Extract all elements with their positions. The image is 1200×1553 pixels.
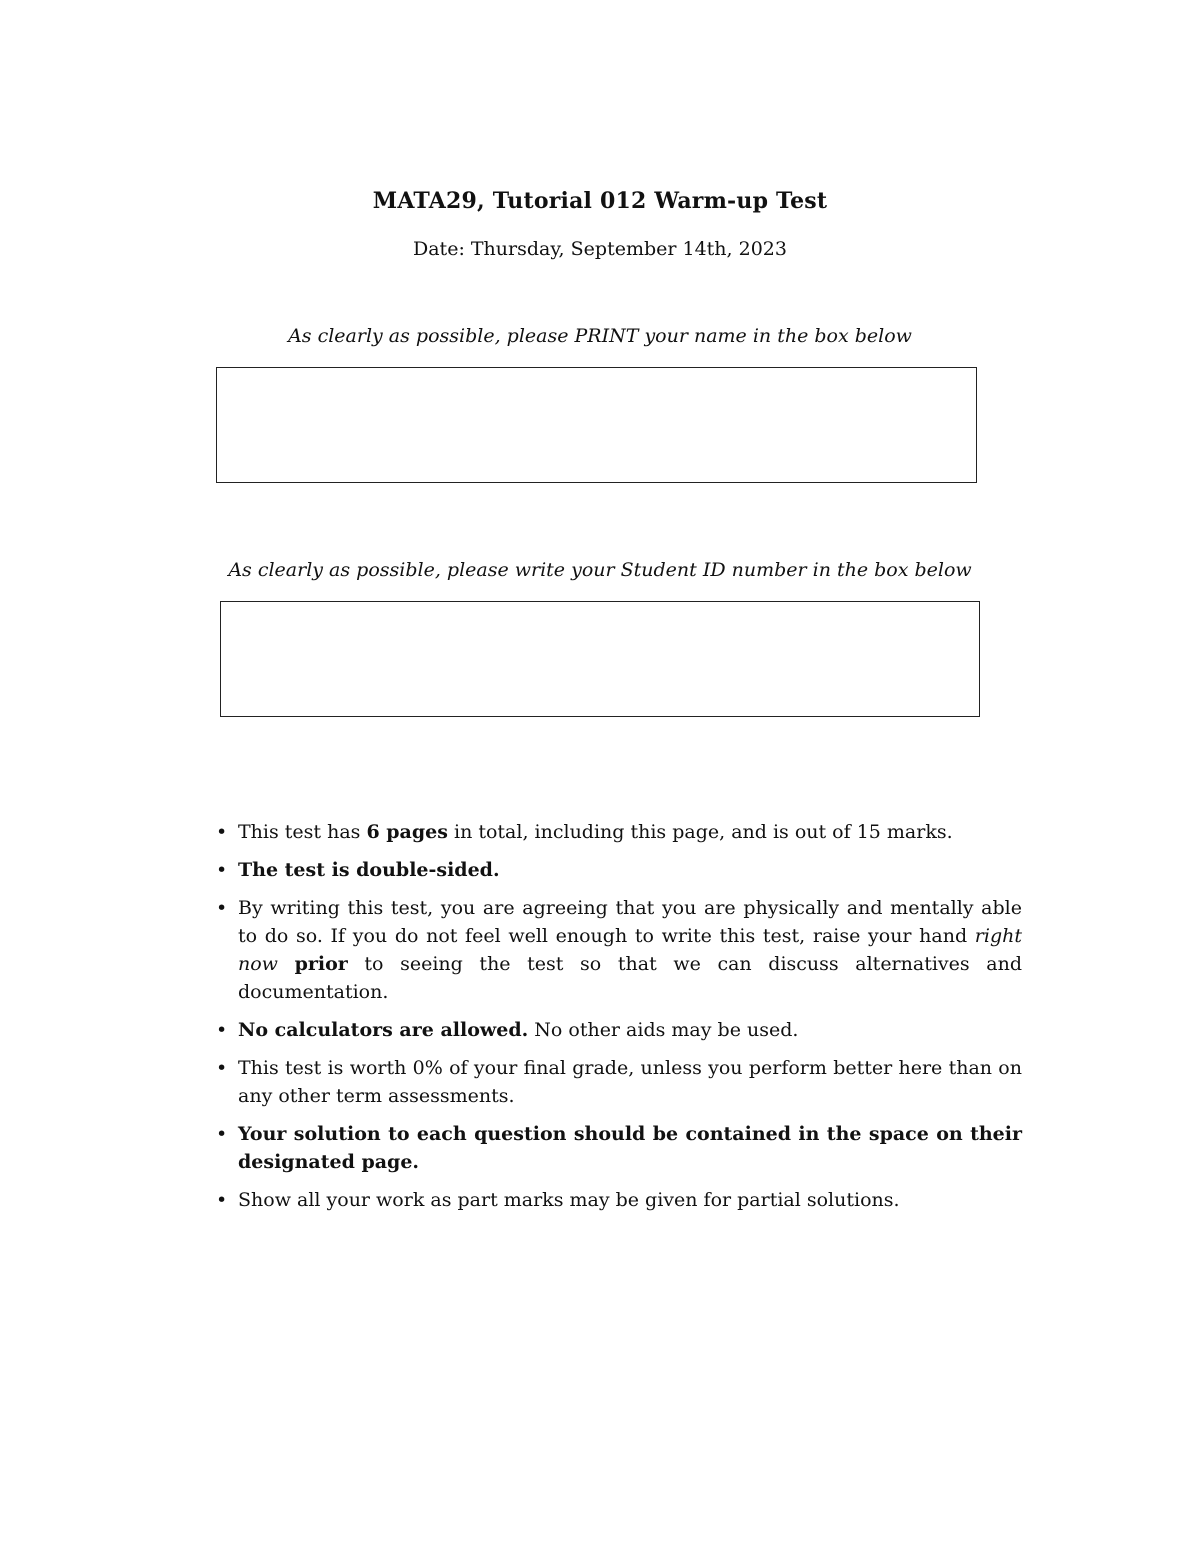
- bullet: •: [216, 1057, 228, 1079]
- instruction-solution-space: [214, 1120, 1022, 1176]
- student-id-box[interactable]: [220, 601, 980, 717]
- test-date: Date: Thursday, September 14th, 2023: [413, 238, 787, 260]
- bullet: •: [216, 1123, 228, 1145]
- instruction-wellness: [214, 894, 1022, 1006]
- bullet: •: [216, 859, 228, 881]
- instruction-text: This test is worth 0% of your final grade, unless you perform better here than on any other term assessments.: [238, 1057, 1022, 1107]
- bullet: •: [216, 1019, 228, 1041]
- instruction-text: This test has: [238, 821, 367, 843]
- instruction-text: No other aids may be used.: [528, 1019, 799, 1041]
- name-box[interactable]: [216, 367, 977, 483]
- instruction-show-work: [214, 1186, 1022, 1214]
- bullet: •: [216, 1189, 228, 1211]
- instruction-emphasis: prior: [294, 953, 348, 975]
- instructions-list: [214, 818, 1022, 1224]
- instruction-pages: [214, 818, 1022, 846]
- instruction-emphasis: No calculators are allowed.: [238, 1019, 529, 1041]
- instruction-text: to seeing the test so that we can discuss alternatives and documentation.: [238, 953, 1022, 1003]
- instruction-text: By writing this test, you are agreeing that you are physically and mentally able to do so. If you do not feel well enough to write this test, raise your hand: [238, 897, 1022, 947]
- student-id-prompt: As clearly as possible, please write your Student ID number in the box below: [228, 559, 972, 581]
- page-title: MATA29, Tutorial 012 Warm-up Test: [372, 188, 828, 214]
- instruction-emphasis: Your solution to each question should be contained in the space on their designated page.: [238, 1123, 1022, 1173]
- instruction-text: Show all your work as part marks may be given for partial solutions.: [238, 1189, 900, 1211]
- instruction-grade-weight: [214, 1054, 1022, 1110]
- instruction-emphasis: The test is double-sided.: [238, 859, 500, 881]
- instruction-calculators: [214, 1016, 1022, 1044]
- bullet: •: [216, 897, 228, 919]
- bullet: •: [216, 821, 228, 843]
- instruction-text: in total, including this page, and is out of 15 marks.: [447, 821, 953, 843]
- instruction-emphasis: 6 pages: [366, 821, 448, 843]
- instruction-double-sided: [214, 856, 1022, 884]
- name-prompt: As clearly as possible, please PRINT your name in the box below: [288, 325, 912, 347]
- instruction-text: [278, 953, 295, 975]
- instruction-italic: right now: [238, 925, 1022, 975]
